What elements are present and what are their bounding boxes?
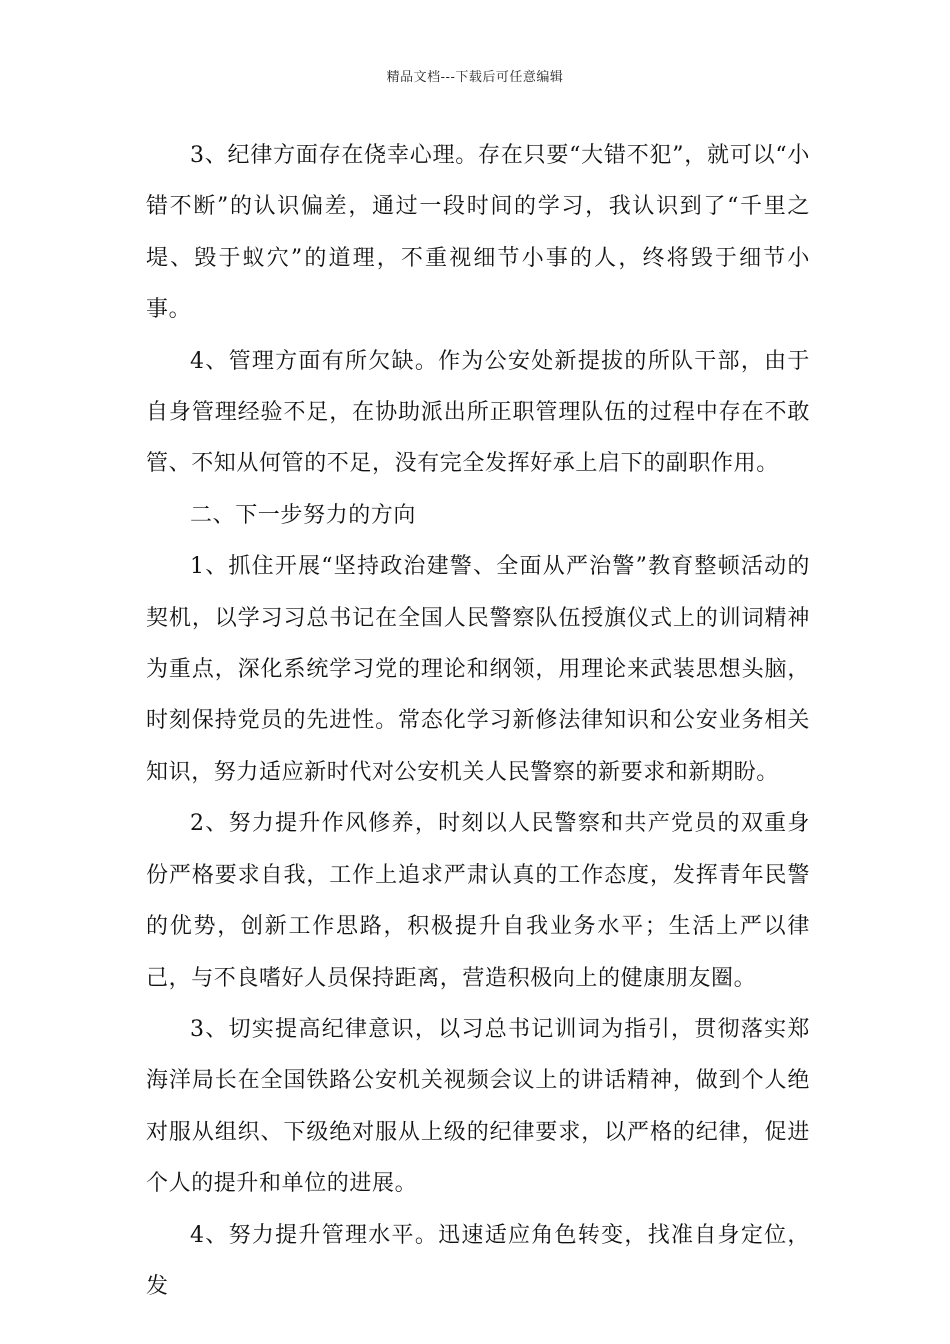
paragraph-discipline: 3、纪律方面存在侥幸心理。存在只要“大错不犯”，就可以“小错不断”的认识偏差，通过一段时间的学习，我认识到了“千里之堤、毁于蚁穴”的道理，不重视细节小事的人，终将毁于细节小事。 — [146, 143, 810, 323]
paragraph-discipline-awareness: 3、切实提高纪律意识，以习总书记训词为指引，贯彻落实郑海洋局长在全国铁路公安机关视频会议上的讲话精神，做到个人绝对服从组织、下级绝对服从上级的纪律要求，以严格的纪律，促进个人的提升和单位的进展。 — [146, 1016, 810, 1197]
paragraph-management: 4、管理方面有所欠缺。作为公安处新提拔的所队干部，由于自身管理经验不足，在协助派出所正职管理队伍的过程中存在不敢管、不知从何管的不足，没有完全发挥好承上启下的副职作用。 — [146, 348, 810, 477]
document-body — [146, 130, 810, 1312]
page-header: 精品文档---下载后可任意编辑 — [386, 70, 564, 85]
paragraph-management-level: 4、努力提升管理水平。迅速适应角色转变，找准自身定位，发 — [146, 1222, 810, 1299]
paragraph-conduct: 2、努力提升作风修养，时刻以人民警察和共产党员的双重身份严格要求自我，工作上追求严肃认真的工作态度，发挥青年民警的优势，创新工作思路，积极提升自我业务水平；生活上严以律己，与不良嗜好人员保持距离，营造积极向上的健康朋友圈。 — [146, 811, 810, 991]
section-heading-next-steps: 二、下一步努力的方向 — [190, 502, 417, 528]
paragraph-study: 1、抓住开展“坚持政治建警、全面从严治警”教育整顿活动的契机，以学习习总书记在全国人民警察队伍授旗仪式上的训词精神为重点，深化系统学习党的理论和纲领，用理论来武装思想头脑，时刻保持党员的先进性。常态化学习新修法律知识和公安业务相关知识，努力适应新时代对公安机关人民警察的新要求和新期盼。 — [146, 554, 810, 785]
